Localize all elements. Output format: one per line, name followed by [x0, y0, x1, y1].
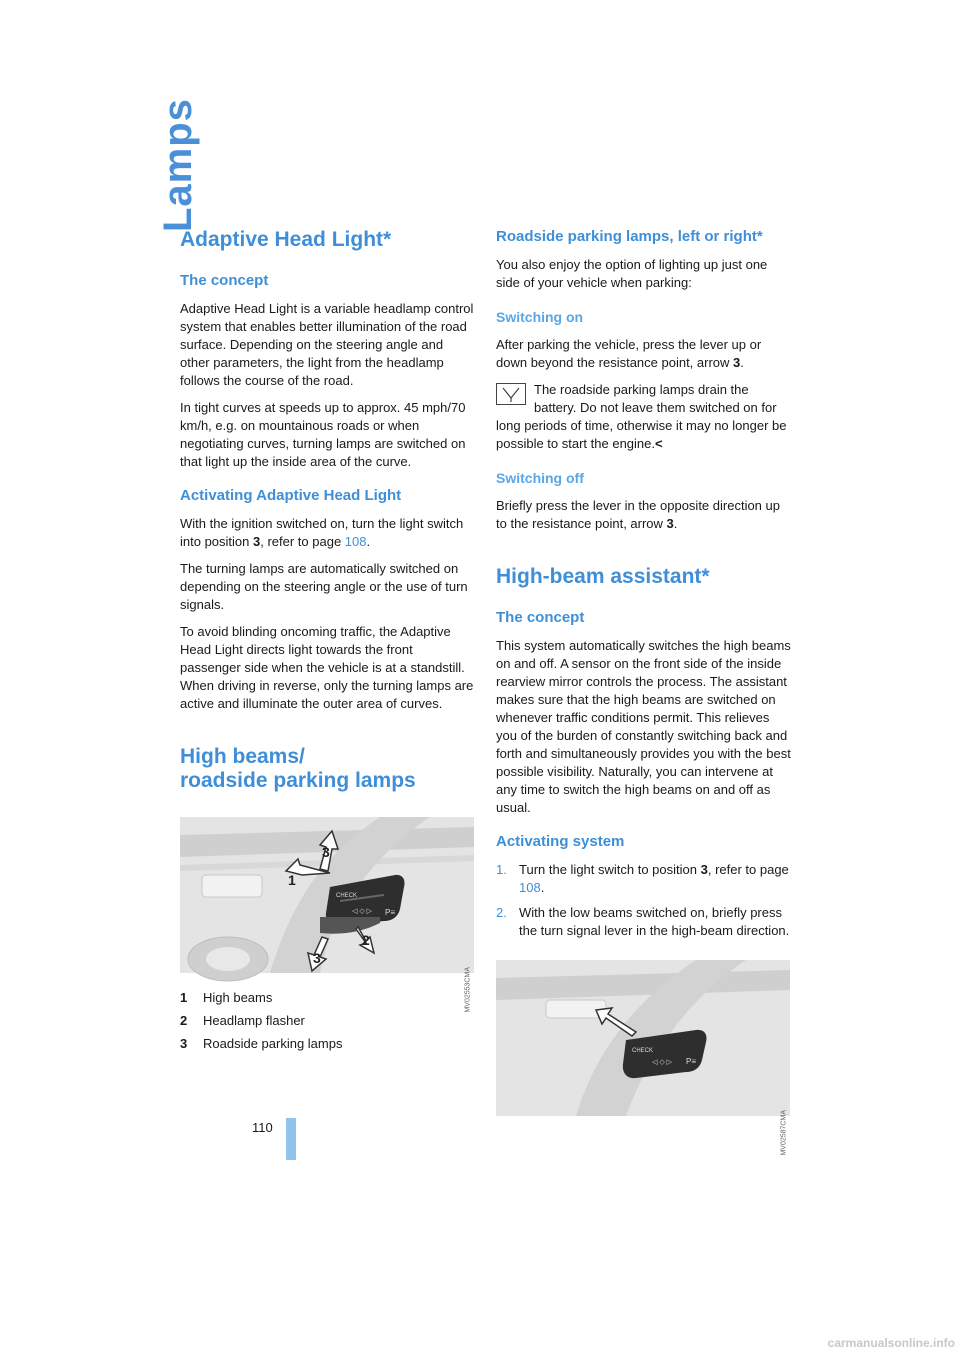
svg-text:◁ ◇ ▷: ◁ ◇ ▷: [652, 1059, 673, 1066]
legend-item: [180, 1035, 475, 1053]
legend-label: Roadside parking lamps: [203, 1036, 343, 1051]
heading-adaptive-head-light: Adaptive Head Light*: [180, 228, 392, 251]
legend-label: High beams: [203, 990, 273, 1005]
text: .: [366, 534, 371, 549]
activating-paragraph-2: The turning lamps are automatically switched on depending on the steering angle or the use of turn signals.: [180, 561, 468, 612]
text: Turn the light switch to position: [519, 862, 701, 877]
step-number: 1.: [496, 862, 507, 877]
arrow-number: 3: [666, 516, 674, 531]
step-text: [519, 861, 791, 897]
position-number: 3: [700, 862, 708, 877]
heading-line-1: High beams/: [180, 745, 305, 768]
switching-off-paragraph: [496, 497, 791, 533]
note-text: The roadside parking lamps drain the battery. Do not leave them switched on for long periods of time, otherwise it may no longer be possible to start the engine.: [496, 382, 787, 451]
heading-assistant-concept: The concept: [496, 609, 585, 626]
figure-high-beam-lever: [496, 960, 790, 1156]
watermark: carmanualsonline.info: [827, 1336, 955, 1350]
heading-switching-on: Switching on: [496, 309, 584, 325]
legend-number: 2: [180, 1013, 188, 1028]
assistant-concept-paragraph: This system automatically switches the high beams on and off. A sensor on the front side of the inside rearview mirror controls the process. The assistant makes sure that the high beams are switched on whenever traffic conditions permit. This relieves you of the burden of constantly switching back and forth and simultaneously provides you with the best possible visibility. Naturally, you can intervene at any time to switch the high beams on and off as usual.: [496, 638, 791, 815]
legend-label: Headlamp flasher: [203, 1013, 305, 1028]
note-end-mark: <: [655, 436, 663, 451]
svg-text:◁ ◇ ▷: ◁ ◇ ▷: [352, 908, 373, 915]
heading-activating-system: Activating system: [496, 833, 625, 850]
legend-number: 3: [180, 1036, 188, 1051]
text: .: [673, 516, 678, 531]
svg-text:1: 1: [288, 872, 296, 888]
figure-legend: [180, 989, 475, 1053]
page-link-108[interactable]: 108: [344, 534, 367, 549]
step-number: 2.: [496, 905, 507, 920]
legend-item: [180, 1012, 475, 1030]
lever-illustration-2: [496, 960, 790, 1116]
chapter-side-label: [118, 98, 200, 352]
page-number: 110: [252, 1120, 273, 1135]
svg-text:P≡: P≡: [686, 1057, 697, 1066]
heading-roadside-parking: Roadside parking lamps, left or right*: [496, 228, 763, 245]
svg-text:P≡: P≡: [385, 908, 396, 917]
page-link-108[interactable]: 108: [519, 880, 541, 895]
heading-line-2: roadside parking lamps: [180, 769, 416, 792]
chapter-title: Lamps: [156, 98, 200, 232]
right-column: [496, 228, 791, 1156]
heading-activating-adaptive: Activating Adaptive Head Light: [180, 487, 402, 504]
battery-note: [496, 381, 791, 453]
text: , refer to page: [260, 534, 345, 549]
activation-steps: [496, 861, 791, 940]
concept-paragraph-2: In tight curves at speeds up to approx. 45 mph/70 km/h, e.g. on mountainous roads or when negotiating curves, turning lamps are switched on that light up the inside area of the curve.: [180, 400, 466, 469]
svg-text:2: 2: [362, 932, 370, 948]
svg-text:3: 3: [322, 844, 330, 860]
text: With the ignition switched on, turn the light switch into position: [180, 516, 464, 549]
heading-high-beams: [180, 745, 475, 793]
svg-text:CHECK: CHECK: [336, 893, 358, 899]
roadside-paragraph: You also enjoy the option of lighting up just one side of your vehicle when parking:: [496, 257, 768, 290]
left-column: [180, 228, 475, 1058]
legend-item: [180, 989, 475, 1007]
step-item: [496, 904, 791, 940]
position-number: 3: [253, 534, 261, 549]
svg-text:3: 3: [313, 950, 321, 966]
lever-illustration: [180, 817, 474, 973]
concept-paragraph-1: Adaptive Head Light is a variable headlamp control system that enables better illumination of the road surface. Depending on the steering angle and other parameters, the light from the headlamp follows the course of the road.: [180, 301, 474, 388]
step-text: With the low beams switched on, briefly press the turn signal lever in the high-beam direction.: [519, 905, 790, 938]
note-arrow-icon: [496, 383, 526, 405]
figure-code: MV02587CMA: [781, 1110, 788, 1156]
figure-code: MV02553CMA: [465, 967, 472, 1013]
text: .: [540, 880, 545, 895]
switching-on-paragraph: [496, 336, 791, 372]
heading-concept: The concept: [180, 272, 269, 289]
page-marker-bar: [286, 1118, 296, 1160]
step-item: [496, 861, 791, 897]
activating-paragraph-3: To avoid blinding oncoming traffic, the Adaptive Head Light directs light towards the front passenger side when the vehicle is at a standstill. When driving in reverse, only the turning lamps are active and illuminate the outer area of curves.: [180, 624, 474, 711]
arrow-number: 3: [733, 355, 741, 370]
heading-switching-off: Switching off: [496, 470, 584, 486]
activating-paragraph-1: [180, 515, 475, 551]
svg-text:CHECK: CHECK: [632, 1048, 654, 1054]
text: After parking the vehicle, press the lever up or down beyond the resistance point, arrow: [496, 337, 762, 370]
heading-high-beam-assistant: High-beam assistant*: [496, 565, 710, 588]
text: , refer to page: [707, 862, 789, 877]
text: Briefly press the lever in the opposite direction up to the resistance point, arrow: [496, 498, 780, 531]
legend-number: 1: [180, 990, 188, 1005]
text: .: [740, 355, 744, 370]
